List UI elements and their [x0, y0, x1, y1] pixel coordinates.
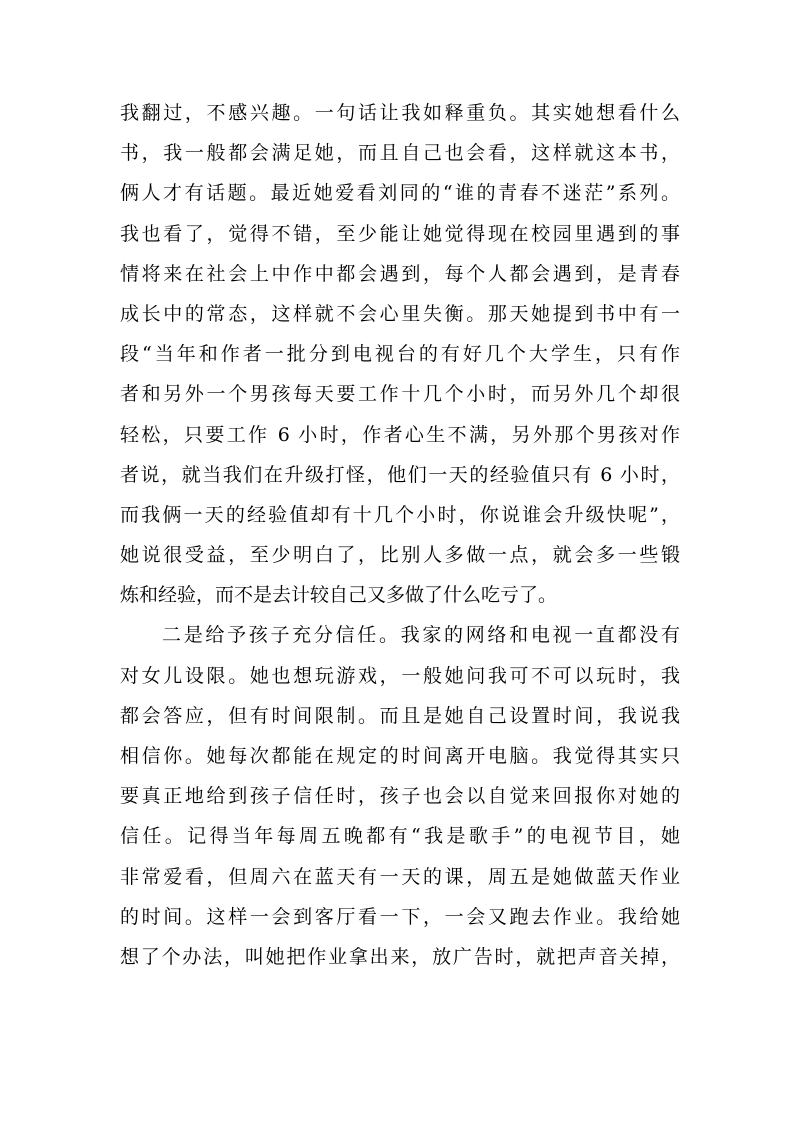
text-line: 二是给予孩子充分信任。我家的网络和电视一直都没有: [162, 624, 680, 647]
text-line: 成长中的常态，这样就不会心里失衡。那天她提到书中有一: [120, 302, 680, 325]
text-line: 我翻过，不感兴趣。一句话让我如释重负。其实她想看什么: [120, 102, 680, 124]
text-line: 相信你。她每次都能在规定的时间离开电脑。我觉得其实只: [120, 745, 680, 767]
text-line: 信任。记得当年每周五晚都有“我是歌手”的电视节目，她: [120, 825, 680, 848]
text-line: 的时间。这样一会到客厅看一下，一会又跑去作业。我给她: [120, 905, 680, 928]
text-line: 炼和经验，而不是去计较自己又多做了什么吃亏了。: [120, 584, 558, 607]
text-line: 段“当年和作者一批分到电视台的有好几个大学生，只有作: [120, 343, 680, 366]
paragraph: [120, 93, 680, 615]
paragraph: [120, 615, 680, 977]
text-line: 轻松，只要工作 6 小时，作者心生不满，另外那个男孩对作: [120, 423, 680, 446]
text-line: 俩人才有话题。最近她爱看刘同的“谁的青春不迷茫”系列。: [120, 182, 680, 205]
text-line: 者和另外一个男孩每天要工作十几个小时，而另外几个却很: [120, 383, 680, 406]
text-line: 情将来在社会上中作中都会遇到，每个人都会遇到，是青春: [120, 262, 680, 285]
text-line: 者说，就当我们在升级打怪，他们一天的经验值只有 6 小时，: [120, 463, 680, 486]
text-line: 我也看了，觉得不错，至少能让她觉得现在校园里遇到的事: [120, 222, 680, 245]
text-line: 她说很受益，至少明白了，比别人多做一点，就会多一些锻: [120, 544, 680, 567]
text-line: 而我俩一天的经验值却有十几个小时，你说谁会升级快呢”，: [120, 503, 680, 526]
text-line: 对女儿设限。她也想玩游戏，一般她问我可不可以玩时，我: [120, 664, 680, 687]
text-line: 都会答应，但有时间限制。而且是她自己设置时间，我说我: [120, 704, 680, 727]
text-line: 非常爱看，但周六在蓝天有一天的课，周五是她做蓝天作业: [120, 865, 680, 888]
text-line: 想了个办法，叫她把作业拿出来，放广告时，就把声音关掉，: [120, 945, 680, 968]
text-line: 书，我一般都会满足她，而且自己也会看，这样就这本书，: [120, 142, 680, 165]
body-text: [120, 93, 680, 977]
text-line: 要真正地给到孩子信任时，孩子也会以自觉来回报你对她的: [120, 785, 680, 808]
